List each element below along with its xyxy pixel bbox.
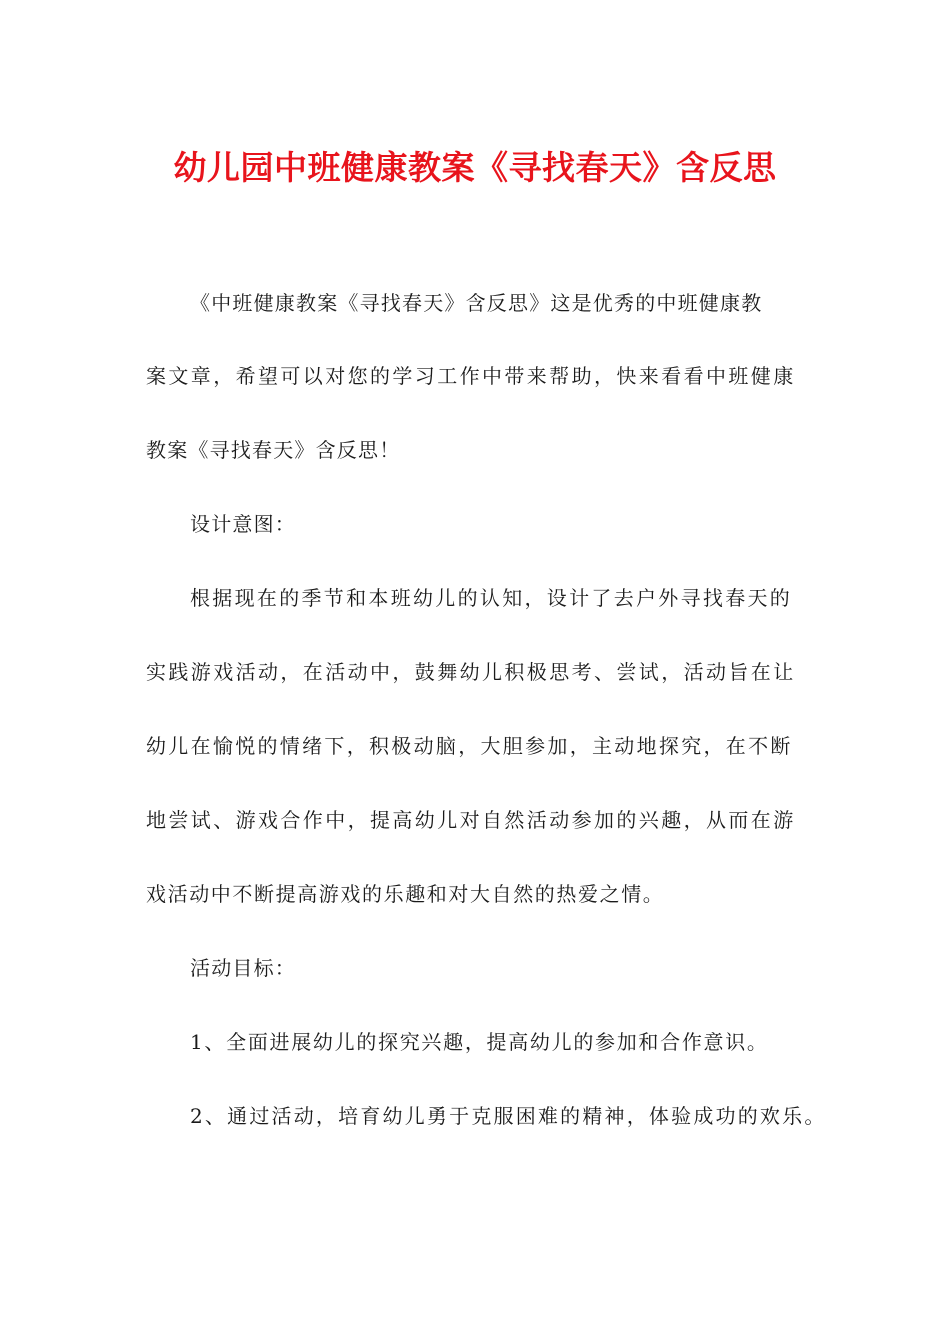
section-heading-activity-goals: 活动目标： [190, 956, 296, 980]
design-intent-line-2: 实践游戏活动，在活动中，鼓舞幼儿积极思考、尝试，活动旨在让 [146, 660, 796, 684]
intro-line-3: 教案《寻找春天》含反思！ [146, 438, 401, 462]
goal-item-1: 1、全面进展幼儿的探究兴趣，提高幼儿的参加和合作意识。 [190, 1030, 769, 1054]
document-title: 幼儿园中班健康教案《寻找春天》含反思 [173, 148, 777, 187]
design-intent-line-5: 戏活动中不断提高游戏的乐趣和对大自然的热爱之情。 [146, 882, 665, 906]
goal-item-2: 2、通过活动，培育幼儿勇于克服困难的精神，体验成功的欢乐。 [190, 1104, 827, 1128]
design-intent-line-4: 地尝试、游戏合作中，提高幼儿对自然活动参加的兴趣，从而在游 [146, 808, 796, 832]
design-intent-line-3: 幼儿在愉悦的情绪下，积极动脑，大胆参加，主动地探究，在不断 [146, 734, 793, 758]
intro-line-1: 《中班健康教案《寻找春天》含反思》这是优秀的中班健康教 [190, 291, 763, 315]
intro-line-2: 案文章，希望可以对您的学习工作中带来帮助，快来看看中班健康 [146, 364, 796, 388]
design-intent-line-1: 根据现在的季节和本班幼儿的认知，设计了去户外寻找春天的 [190, 586, 793, 610]
section-heading-design-intent: 设计意图： [190, 512, 296, 536]
